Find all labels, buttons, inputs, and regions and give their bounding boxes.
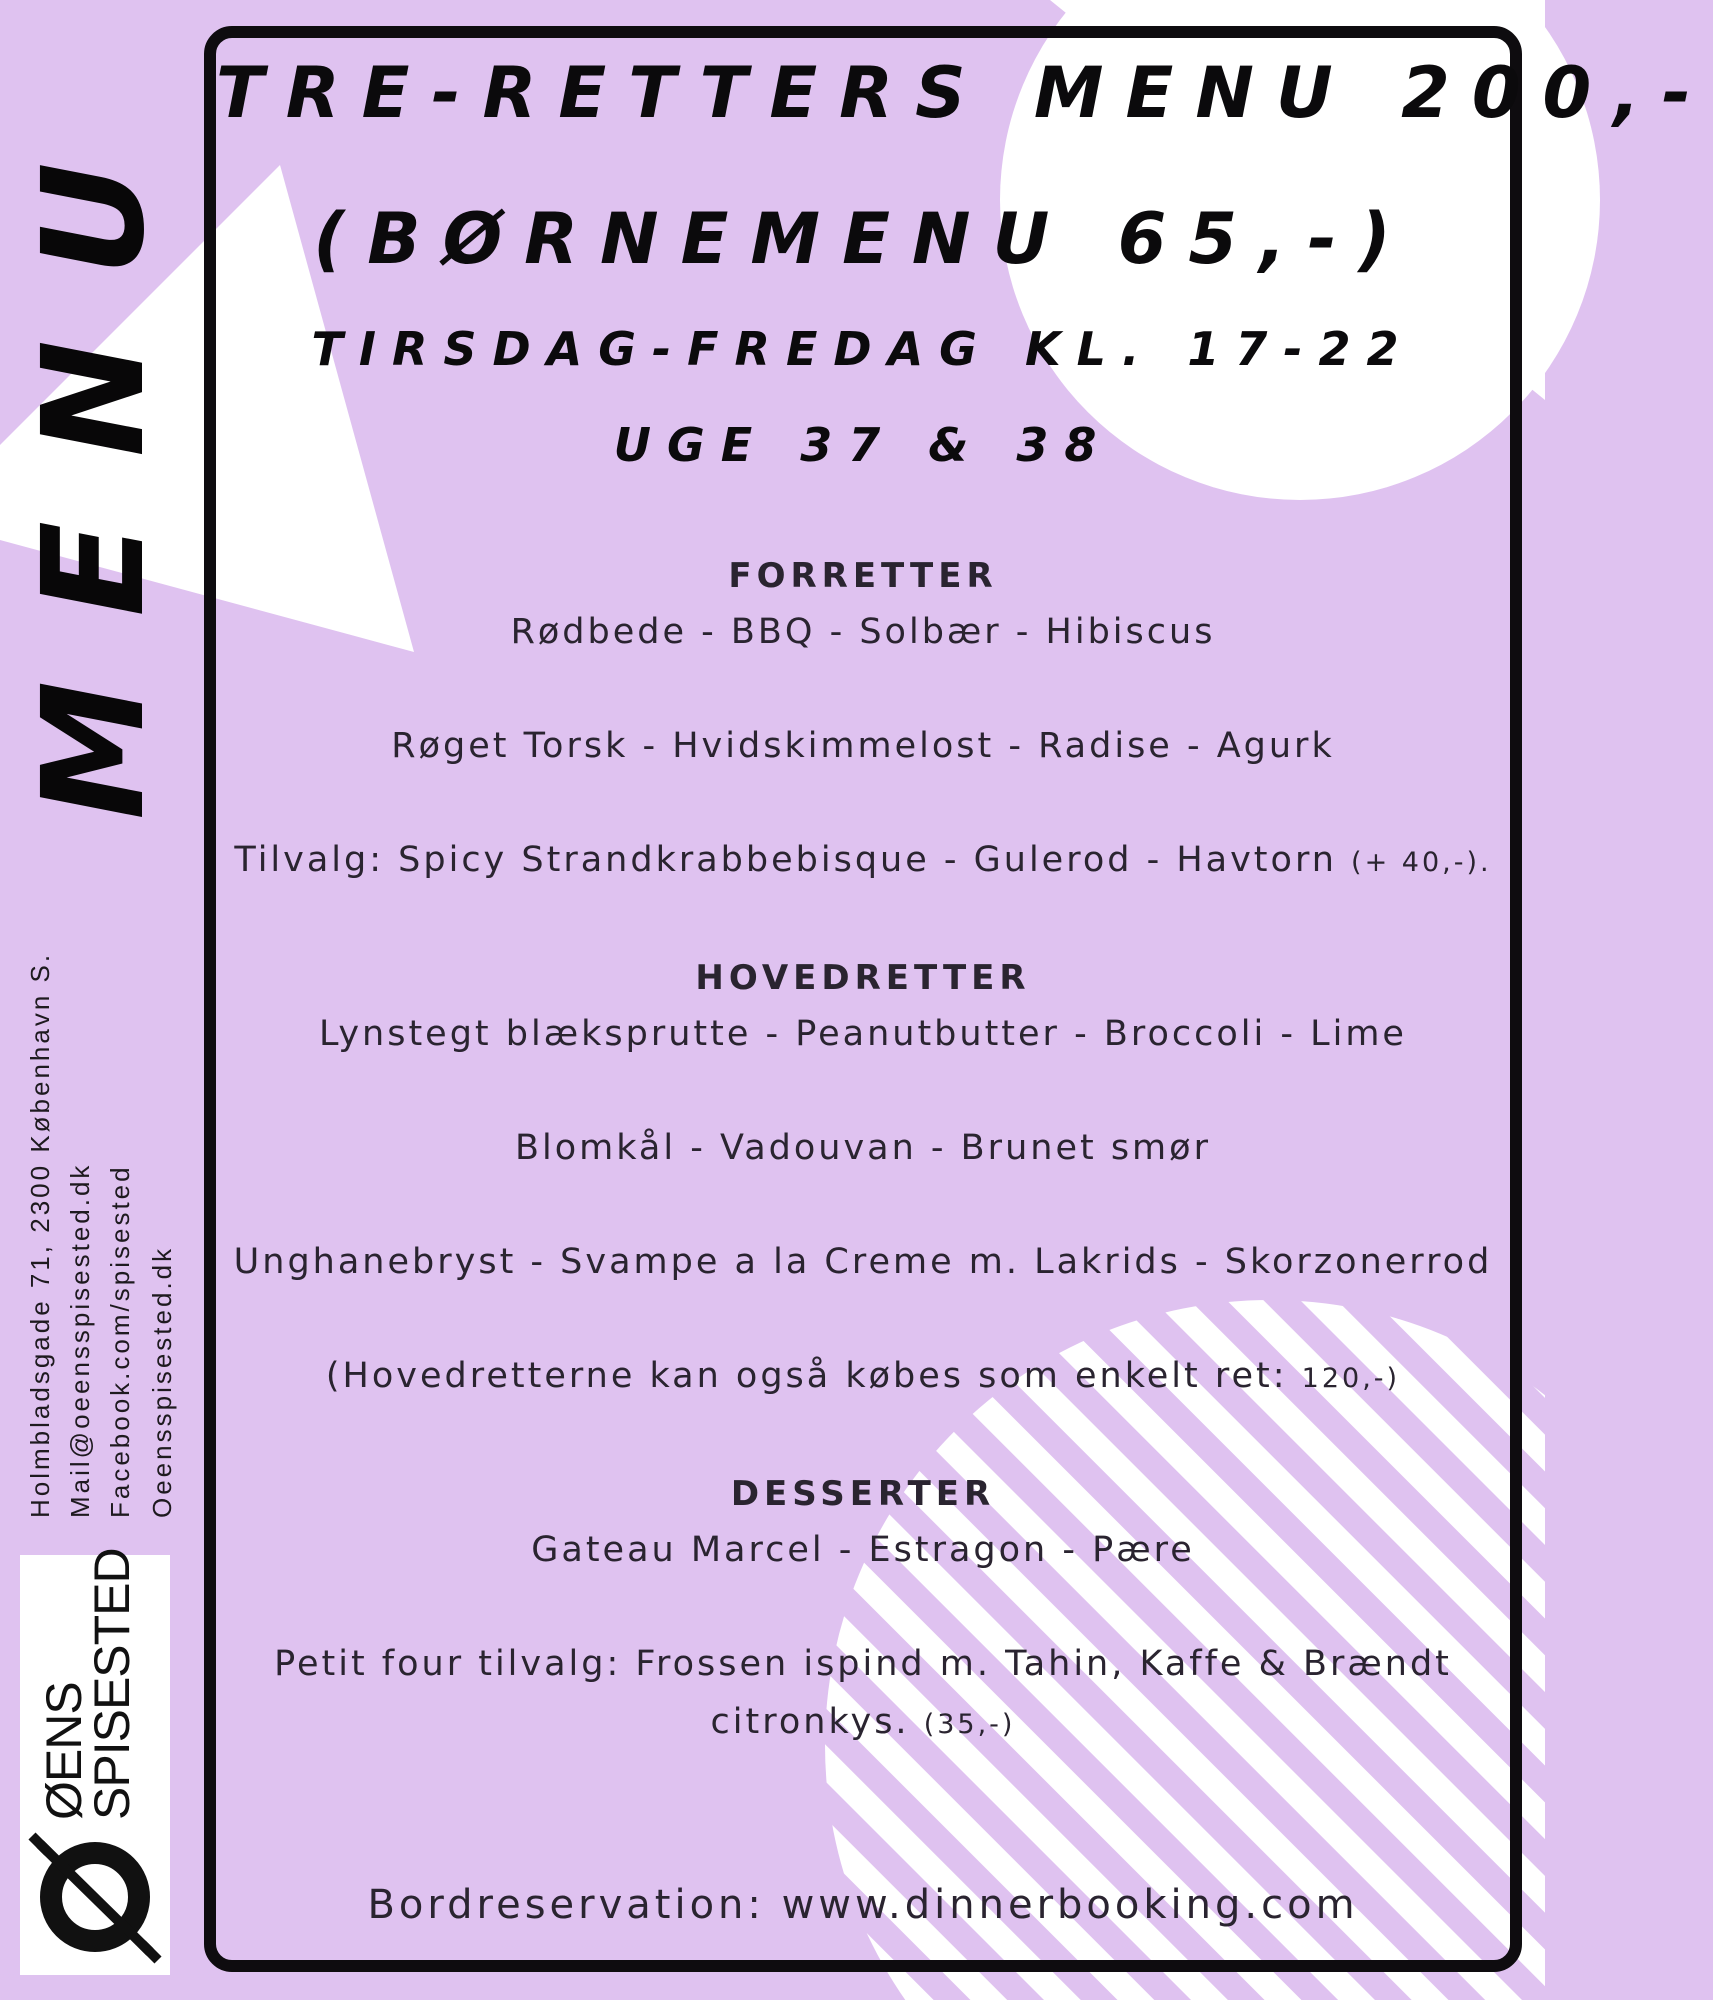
dish-forret-2: Røget Torsk - Hvidskimmelost - Radise - Agurk bbox=[391, 726, 1335, 766]
facebook-text: Facebook.com/spisested bbox=[105, 1164, 135, 1518]
hovedret-note-text: (Hovedretterne kan også købes som enkelt ret: bbox=[325, 1356, 1288, 1396]
dish-forret-3-price: (+ 40,-). bbox=[1351, 847, 1492, 878]
dish-dessert-2-line-2 bbox=[216, 1702, 1510, 1742]
hovedret-single-note bbox=[216, 1356, 1510, 1396]
dish-dessert-2-price: (35,-) bbox=[923, 1709, 1016, 1740]
section-title-hovedretter: HOVEDRETTER bbox=[695, 958, 1031, 998]
opening-days-heading: TIRSDAG-FREDAG KL. 17-22 bbox=[311, 322, 1415, 376]
section-title-forretter: FORRETTER bbox=[728, 556, 998, 596]
dish-forret-3 bbox=[216, 840, 1510, 880]
slashed-o-logo-icon bbox=[28, 1830, 162, 1964]
dish-hovedret-2: Blomkål - Vadouvan - Brunet smør bbox=[515, 1128, 1211, 1168]
dish-forret-3-text: Tilvalg: Spicy Strandkrabbebisque - Gulerod - Havtorn bbox=[234, 840, 1337, 880]
logo-wordmark bbox=[36, 1548, 140, 1820]
dish-forret-1: Rødbede - BBQ - Solbær - Hibiscus bbox=[510, 612, 1216, 652]
mail-text: Mail@oeensspisested.dk bbox=[65, 1162, 95, 1518]
dish-dessert-2-text: citronkys. bbox=[710, 1702, 910, 1742]
logo-line-oens: ØENS bbox=[36, 1682, 92, 1820]
menu-price-heading: TRE-RETTERS MENU 200,- bbox=[216, 52, 1713, 134]
logo-line-spisested: SPISESTED bbox=[84, 1548, 140, 1820]
dish-dessert-1: Gateau Marcel - Estragon - Pære bbox=[531, 1530, 1195, 1570]
dish-dessert-2-line-1: Petit four tilvalg: Frossen ispind m. Tahin, Kaffe & Brændt bbox=[274, 1644, 1452, 1684]
website-text: Oeensspisested.dk bbox=[147, 1245, 177, 1518]
weeks-heading: UGE 37 & 38 bbox=[613, 418, 1113, 472]
dish-hovedret-3: Unghanebryst - Svampe a la Creme m. Lakrids - Skorzonerrod bbox=[233, 1242, 1493, 1282]
section-title-desserter: DESSERTER bbox=[730, 1474, 996, 1514]
hovedret-note-price: 120,-) bbox=[1301, 1363, 1401, 1394]
dish-hovedret-1: Lynstegt blæksprutte - Peanutbutter - Broccoli - Lime bbox=[319, 1014, 1407, 1054]
vertical-menu-heading: MENU bbox=[13, 98, 176, 820]
reservation-link[interactable]: Bordreservation: www.dinnerbooking.com bbox=[367, 1882, 1359, 1928]
kids-menu-price-heading: (BØRNEMENU 65,-) bbox=[313, 198, 1413, 280]
address-text: Holmbladsgade 71, 2300 København S. bbox=[25, 951, 55, 1518]
